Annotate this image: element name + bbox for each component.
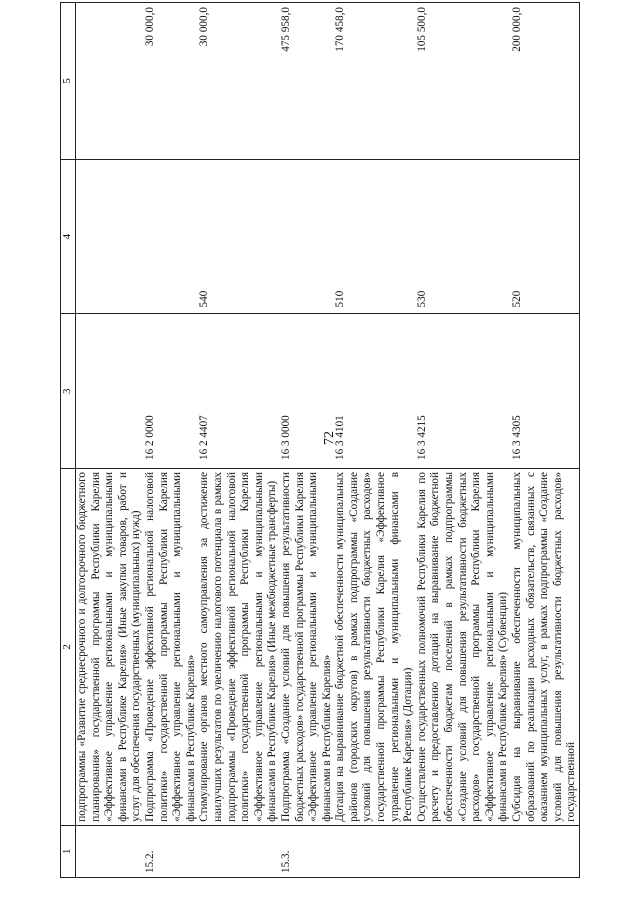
row-description: Субсидия на выравнивание обеспеченности муниципальных образований по реализации расходных обязательств, связанных с оказанием муниципальных услуг, в рамках подпрограммы «Создание условий для повышения результативности бюджетных расходов» государственной [511,468,579,825]
table-row [334,3,416,878]
budget-table [60,2,580,878]
row-code: 16 3 0000 [280,314,334,469]
row-number: 15.2. [144,825,198,877]
page-number: 72 [322,431,337,445]
row-expense-type: 530 [416,159,511,314]
row-code: 16 3 4215 [416,314,511,469]
row-number [511,825,579,877]
row-amount: 475 958,0 [280,3,334,160]
row-amount: 200 000,0 [511,3,579,160]
header-col-1: 1 [61,825,76,877]
row-description: Осуществление государственных полномочий Республики Карелия по расчету и предоставлению дотаций на выравнивание бюджетной обеспеченности бюджетам поселений в рамках подпрограммы «Создание условий для повышения результативности бюджетных расходов» государственной программы Республики Карелия «Эффективное управление региональными и муниципальными финансами в Республике Карелия» (Субвенции) [416,468,511,825]
row-code: 16 2 0000 [144,314,198,469]
row-description: Подпрограмма «Создание условий для повышения результативности бюджетных расходов» государственной программы Республики Карелия «Эффективное управление региональными и муниципальными финансами в Республике Карелия» [280,468,334,825]
row-description: Подпрограмма «Проведение эффективной региональной налоговой политики» государственной программы Республики Карелия «Эффективное управление региональными и муниципальными финансами в Республике Карелия» [144,468,198,825]
table-row [416,3,511,878]
row-description: Дотация на выравнивание бюджетной обеспеченности муниципальных районов (городских округов) в рамках подпрограммы «Создание условий для повышения результативности бюджетных расходов» государственной программы Республики Карелия «Эффективное управление региональными и муниципальными финансами в Республике Карелия» (Дотации) [334,468,416,825]
row-description: подпрограммы «Развитие среднесрочного и долгосрочного бюджетного планирования» государственной программы Республики Карелия «Эффективное управление региональными и муниципальными финансами в Республике Карелия» (Иные закупки товаров, работ и услуг для обеспечения государственных (муниципальных) нужд) [76,468,144,825]
rotated-table-container [60,0,580,884]
row-amount: 105 500,0 [416,3,511,160]
row-amount: 30 000,0 [144,3,198,160]
row-number: 15.3. [280,825,334,877]
row-code: 16 2 4407 [198,314,280,469]
row-code: 16 3 4305 [511,314,579,469]
row-number [416,825,511,877]
row-number [198,825,280,877]
header-col-5: 5 [61,3,76,160]
table-row [198,3,280,878]
table-row [144,3,198,878]
table-row [280,3,334,878]
row-expense-type [280,159,334,314]
row-expense-type: 540 [198,159,280,314]
row-expense-type: 520 [511,159,579,314]
row-amount: 30 000,0 [198,3,280,160]
row-code: 16 3 4101 [334,314,416,469]
header-col-3: 3 [61,314,76,469]
row-description: Стимулирование органов местного самоуправления за достижение наилучших результатов по увеличению налогового потенциала в рамках подпрограммы «Проведение эффективной региональной налоговой политики» государственной программы Республики Карелия «Эффективное управление региональными и муниципальными финансами в Республике Карелия» (Иные межбюджетные трансферты) [198,468,280,825]
table-row [76,3,144,878]
row-amount [76,3,144,160]
row-expense-type [144,159,198,314]
row-code [76,314,144,469]
header-row [61,3,76,878]
row-amount: 170 458,0 [334,3,416,160]
row-number [334,825,416,877]
table-row [511,3,579,878]
header-col-4: 4 [61,159,76,314]
row-expense-type [76,159,144,314]
header-col-2: 2 [61,468,76,825]
row-expense-type: 510 [334,159,416,314]
row-number [76,825,144,877]
